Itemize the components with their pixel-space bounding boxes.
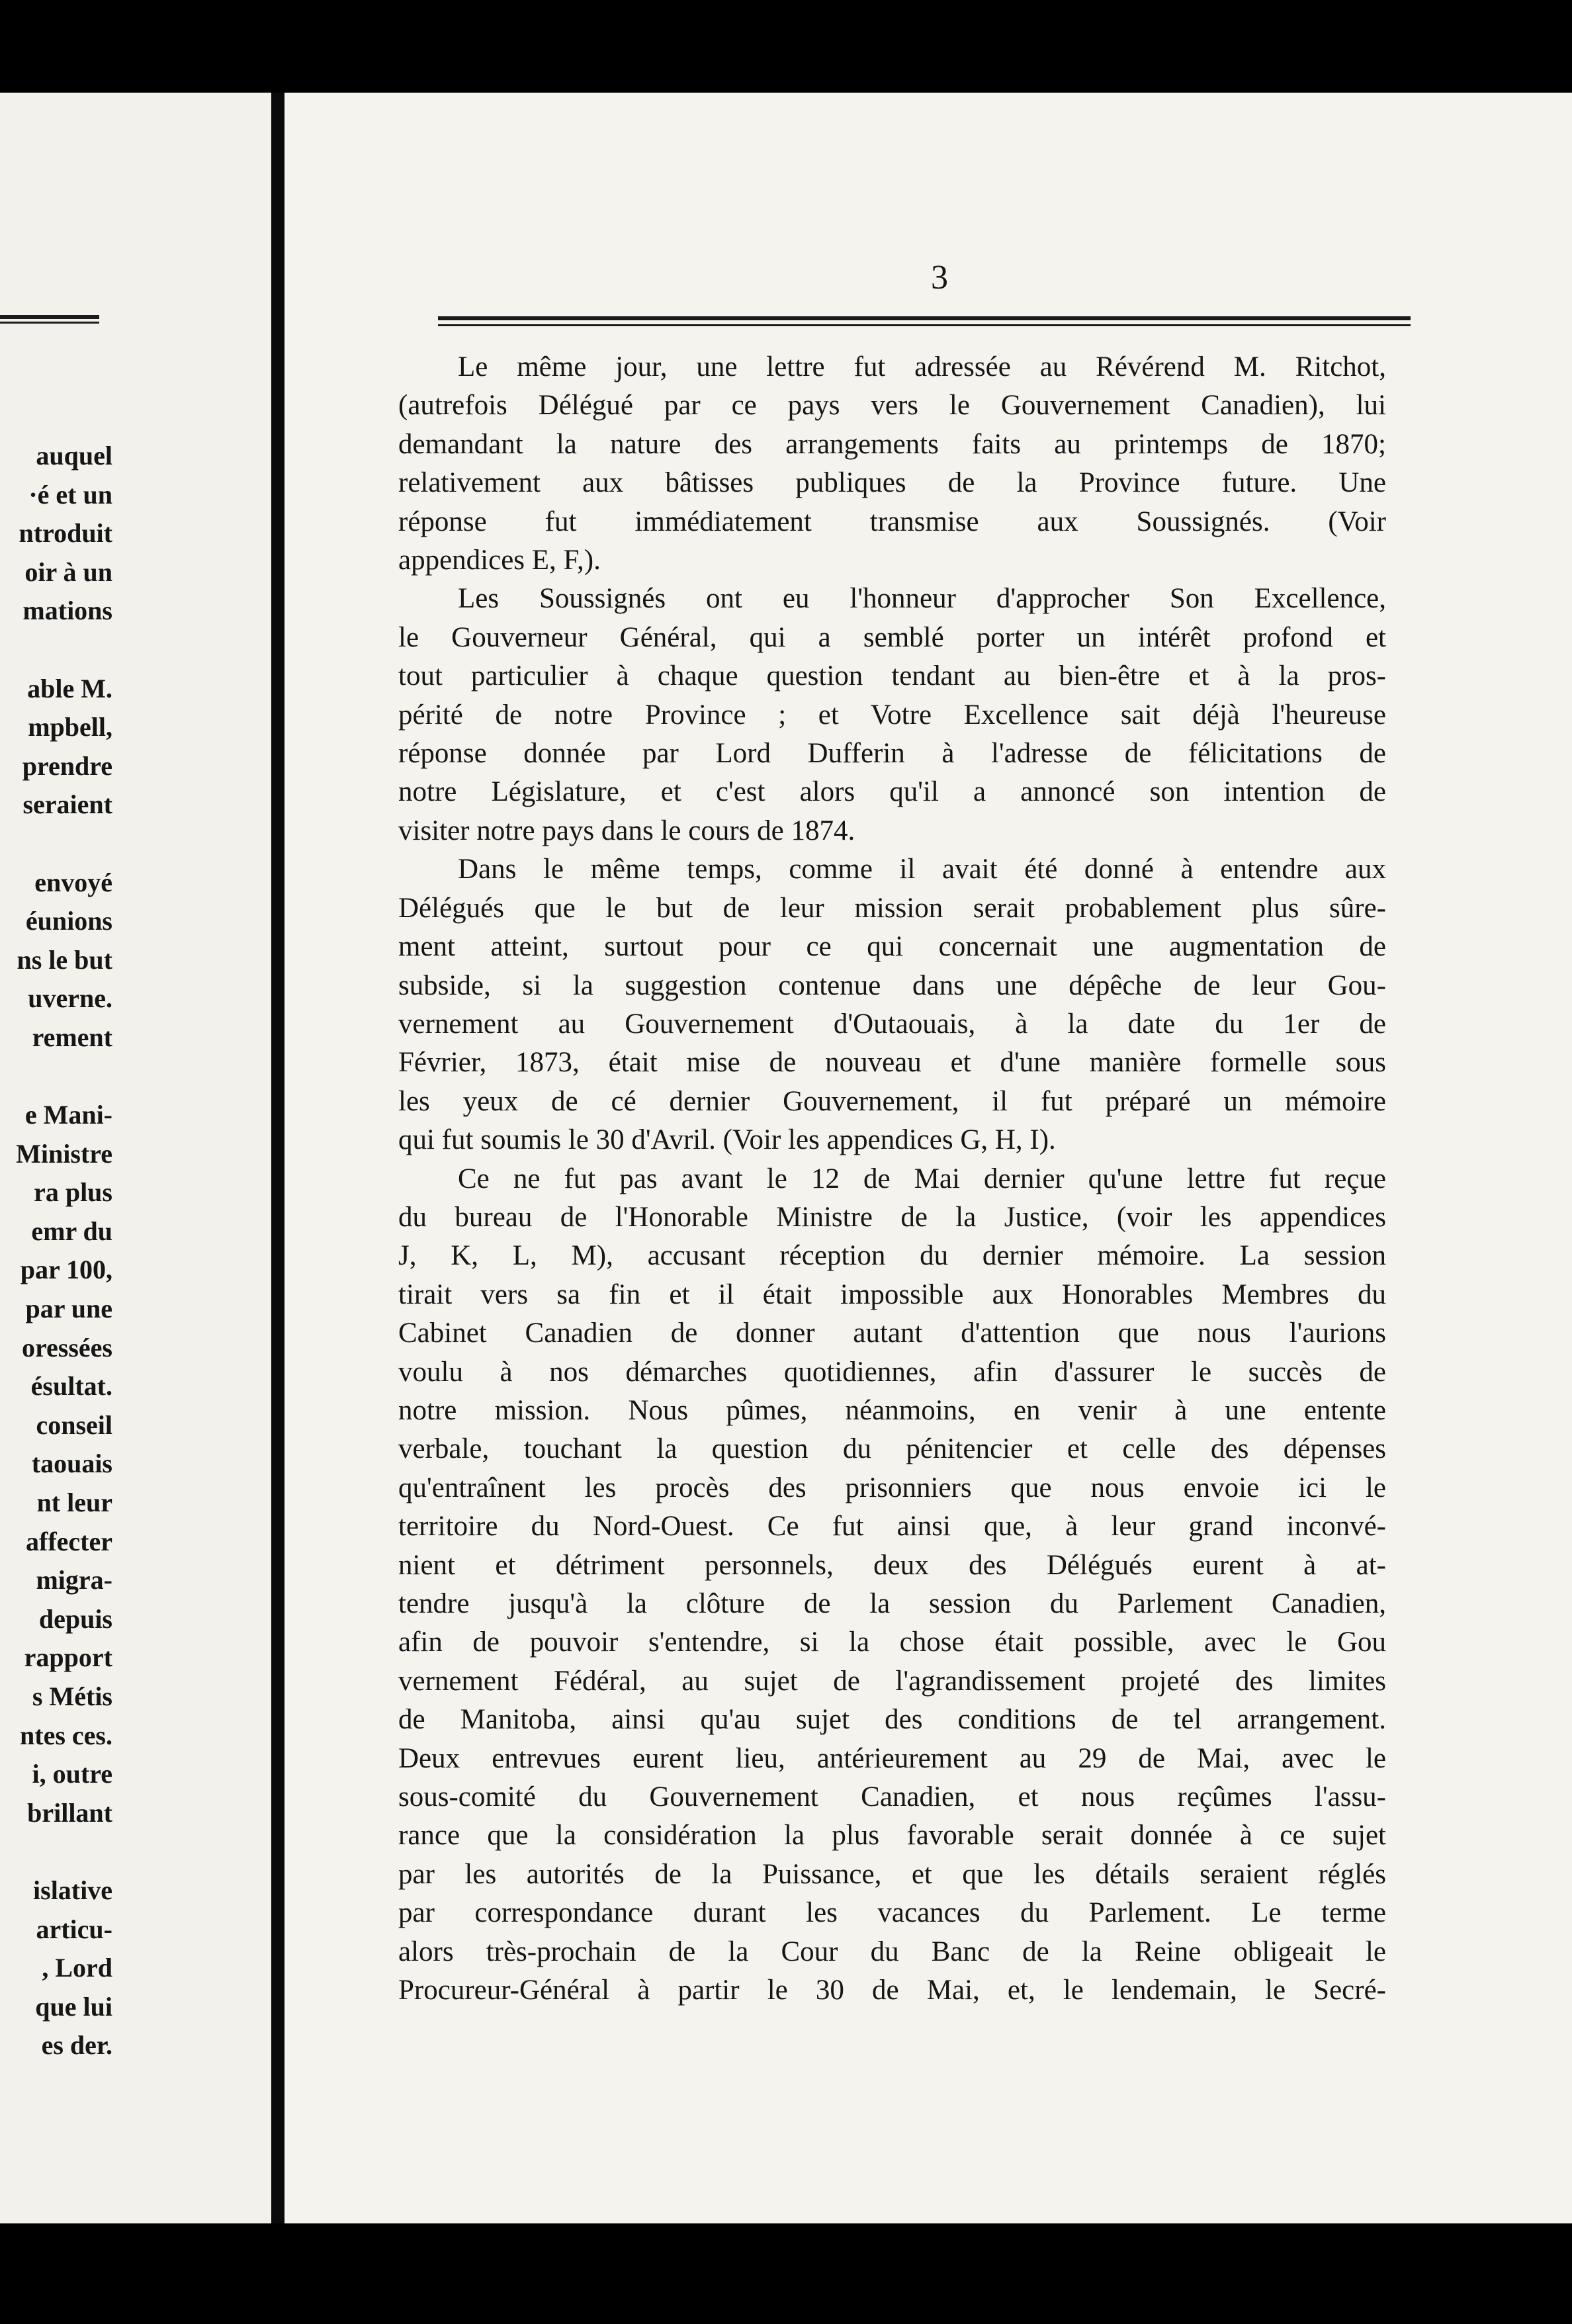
text-line: tirait vers sa fin et il était impossible aux Honorables Membres du xyxy=(398,1278,1386,1310)
page-number: 3 xyxy=(931,259,948,296)
left-page-line: ntes ces. xyxy=(20,1720,112,1750)
left-page-line: islative xyxy=(33,1875,112,1905)
paragraph xyxy=(398,850,1386,1159)
text-line: Deux entrevues eurent lieu, antérieurement au 29 de Mai, avec le xyxy=(398,1742,1386,1774)
text-line: relativement aux bâtisses publiques de la Province future. Une xyxy=(398,467,1386,499)
left-page-line: rapport xyxy=(24,1642,112,1673)
text-line: Février, 1873, était mise de nouveau et d'une manière formelle sous xyxy=(398,1047,1386,1079)
text-line: vernement Fédéral, au sujet de l'agrandissement projeté des limites xyxy=(398,1665,1386,1697)
left-page-line xyxy=(0,631,112,670)
left-page-line: mpbell, xyxy=(28,712,112,742)
left-page-line: i, outre xyxy=(32,1759,112,1789)
text-line: vernement au Gouvernement d'Outaouais, à la date du 1er de xyxy=(398,1008,1386,1040)
left-page-line: par une xyxy=(25,1294,112,1324)
left-page-line: prendre xyxy=(22,750,112,781)
left-page-line: affecter xyxy=(26,1526,112,1556)
text-line: (autrefois Délégué par ce pays vers le Gouvernement Canadien), lui xyxy=(398,390,1386,422)
header-rule-thin xyxy=(438,324,1411,326)
left-page-line: conseil xyxy=(36,1409,112,1440)
text-line: notre mission. Nous pûmes, néanmoins, en venir à une entente xyxy=(398,1394,1386,1426)
text-line: afin de pouvoir s'entendre, si la chose était possible, avec le Gou xyxy=(398,1627,1386,1658)
left-page-line: es der. xyxy=(41,2030,112,2061)
left-page-line: taouais xyxy=(31,1449,112,1479)
left-page-line: envoyé xyxy=(34,867,112,897)
text-line: subside, si la suggestion contenue dans une dépêche de leur Gou- xyxy=(398,969,1386,1001)
left-page-line: seraient xyxy=(22,789,112,820)
left-page-rule-thin xyxy=(0,322,99,324)
left-page-line: migra- xyxy=(36,1565,112,1595)
text-line: qu'entraînent les procès des prisonniers que nous envoie ici le xyxy=(398,1472,1386,1503)
text-line: de Manitoba, ainsi qu'au sujet des conditions de tel arrangement. xyxy=(398,1704,1386,1736)
paragraph xyxy=(398,348,1386,580)
text-line: J, K, L, M), accusant réception du dernier mémoire. La session xyxy=(398,1240,1386,1272)
left-page-line xyxy=(0,1057,112,1096)
text-line: Les Soussignés ont eu l'honneur d'approcher Son Excellence, xyxy=(458,583,1386,615)
text-line: Délégués que le but de leur mission serait probablement plus sûre- xyxy=(398,892,1386,924)
page-gutter xyxy=(271,93,284,2223)
text-line: sous-comité du Gouvernement Canadien, et nous reçûmes l'assu- xyxy=(398,1781,1386,1813)
text-line: nient et détriment personnels, deux des Délégués eurent à at- xyxy=(398,1549,1386,1581)
text-line: réponse donnée par Lord Dufferin à l'adresse de félicitations de xyxy=(398,738,1386,770)
text-line: rance que la considération la plus favorable serait donnée à ce sujet xyxy=(398,1820,1386,1852)
text-line: Ce ne fut pas avant le 12 de Mai dernier qu'une lettre fut reçue xyxy=(458,1163,1386,1194)
paragraph xyxy=(398,1160,1386,2010)
left-page-line: ra plus xyxy=(34,1177,112,1208)
text-line: ment atteint, surtout pour ce qui concernait une augmentation de xyxy=(398,931,1386,963)
left-page-line: oressées xyxy=(22,1332,112,1363)
right-page xyxy=(284,93,1572,2223)
left-page-line: éunions xyxy=(25,906,112,936)
text-line: les yeux de cé dernier Gouvernement, il fut préparé un mémoire xyxy=(398,1085,1386,1117)
text-line: territoire du Nord-Ouest. Ce fut ainsi que, à leur grand inconvé- xyxy=(398,1511,1386,1542)
left-page-line: able M. xyxy=(27,673,112,703)
body-text xyxy=(398,348,1386,2010)
left-page-line: uverne. xyxy=(28,983,112,1014)
left-page-line: oir à un xyxy=(24,557,112,587)
left-page-line: depuis xyxy=(38,1603,112,1634)
left-page-line: que lui xyxy=(35,1991,112,2022)
text-line: voulu à nos démarches quotidiennes, afin d'assurer le succès de xyxy=(398,1356,1386,1388)
left-page-line: articu- xyxy=(36,1914,112,1944)
left-page-line xyxy=(0,825,112,864)
text-line: tendre jusqu'à la clôture de la session du Parlement Canadien, xyxy=(398,1588,1386,1619)
text-line: par correspondance durant les vacances du Parlement. Le terme xyxy=(398,1897,1386,1929)
text-line: Le même jour, une lettre fut adressée au Révérend M. Ritchot, xyxy=(458,351,1386,382)
text-line: Cabinet Canadien de donner autant d'attention que nous l'aurions xyxy=(398,1318,1386,1349)
left-page-line: ns le but xyxy=(17,944,112,975)
text-line: Dans le même temps, comme il avait été donné à entendre aux xyxy=(458,854,1386,885)
text-line: qui fut soumis le 30 d'Avril. (Voir les appendices G, H, I). xyxy=(398,1124,1056,1156)
text-line: le Gouverneur Général, qui a semblé porter un intérêt profond et xyxy=(398,621,1386,653)
text-line: notre Législature, et c'est alors qu'il a annoncé son intention de xyxy=(398,776,1386,808)
left-page-line: mations xyxy=(22,596,112,626)
text-line: du bureau de l'Honorable Ministre de la Justice, (voir les appendices xyxy=(398,1201,1386,1233)
left-page-line: nt leur xyxy=(36,1488,112,1518)
left-page-line: par 100, xyxy=(20,1255,112,1285)
left-page-line: emr du xyxy=(31,1216,112,1246)
text-line: verbale, touchant la question du pénitencier et celle des dépenses xyxy=(398,1433,1386,1465)
left-page-fragment xyxy=(0,93,271,2223)
left-page-line: , Lord xyxy=(42,1953,112,1983)
left-page-line: ésultat. xyxy=(30,1371,112,1402)
header-rule-thick xyxy=(438,316,1411,320)
text-line: visiter notre pays dans le cours de 1874. xyxy=(398,815,855,846)
left-page-line: ·é et un xyxy=(28,479,112,510)
left-page-line: s Métis xyxy=(32,1681,112,1711)
text-line: par les autorités de la Puissance, et que les détails seraient réglés xyxy=(398,1858,1386,1890)
left-page-line: brillant xyxy=(27,1797,112,1828)
left-page-text xyxy=(0,437,112,2065)
paragraph xyxy=(398,580,1386,850)
text-line: appendices E, F,). xyxy=(398,545,601,576)
text-line: alors très-prochain de la Cour du Banc de la Reine obligeait le xyxy=(398,1936,1386,1967)
left-page-line: auquel xyxy=(36,441,112,470)
text-line: réponse fut immédiatement transmise aux Soussignés. (Voir xyxy=(398,506,1386,537)
left-page-rule xyxy=(0,315,99,319)
left-page-line: rement xyxy=(32,1022,112,1052)
text-line: demandant la nature des arrangements faits au printemps de 1870; xyxy=(398,428,1386,460)
text-line: périté de notre Province ; et Votre Excellence sait déjà l'heureuse xyxy=(398,699,1386,731)
left-page-line: Ministre xyxy=(16,1138,112,1169)
text-line: Procureur-Général à partir le 30 de Mai, et, le lendemain, le Secré- xyxy=(398,1975,1386,2006)
left-page-line: e Mani- xyxy=(24,1100,112,1130)
text-line: tout particulier à chaque question tendant au bien-être et à la pros- xyxy=(398,660,1386,692)
left-page-line xyxy=(0,1832,112,1871)
left-page-line: ntroduit xyxy=(19,518,112,549)
